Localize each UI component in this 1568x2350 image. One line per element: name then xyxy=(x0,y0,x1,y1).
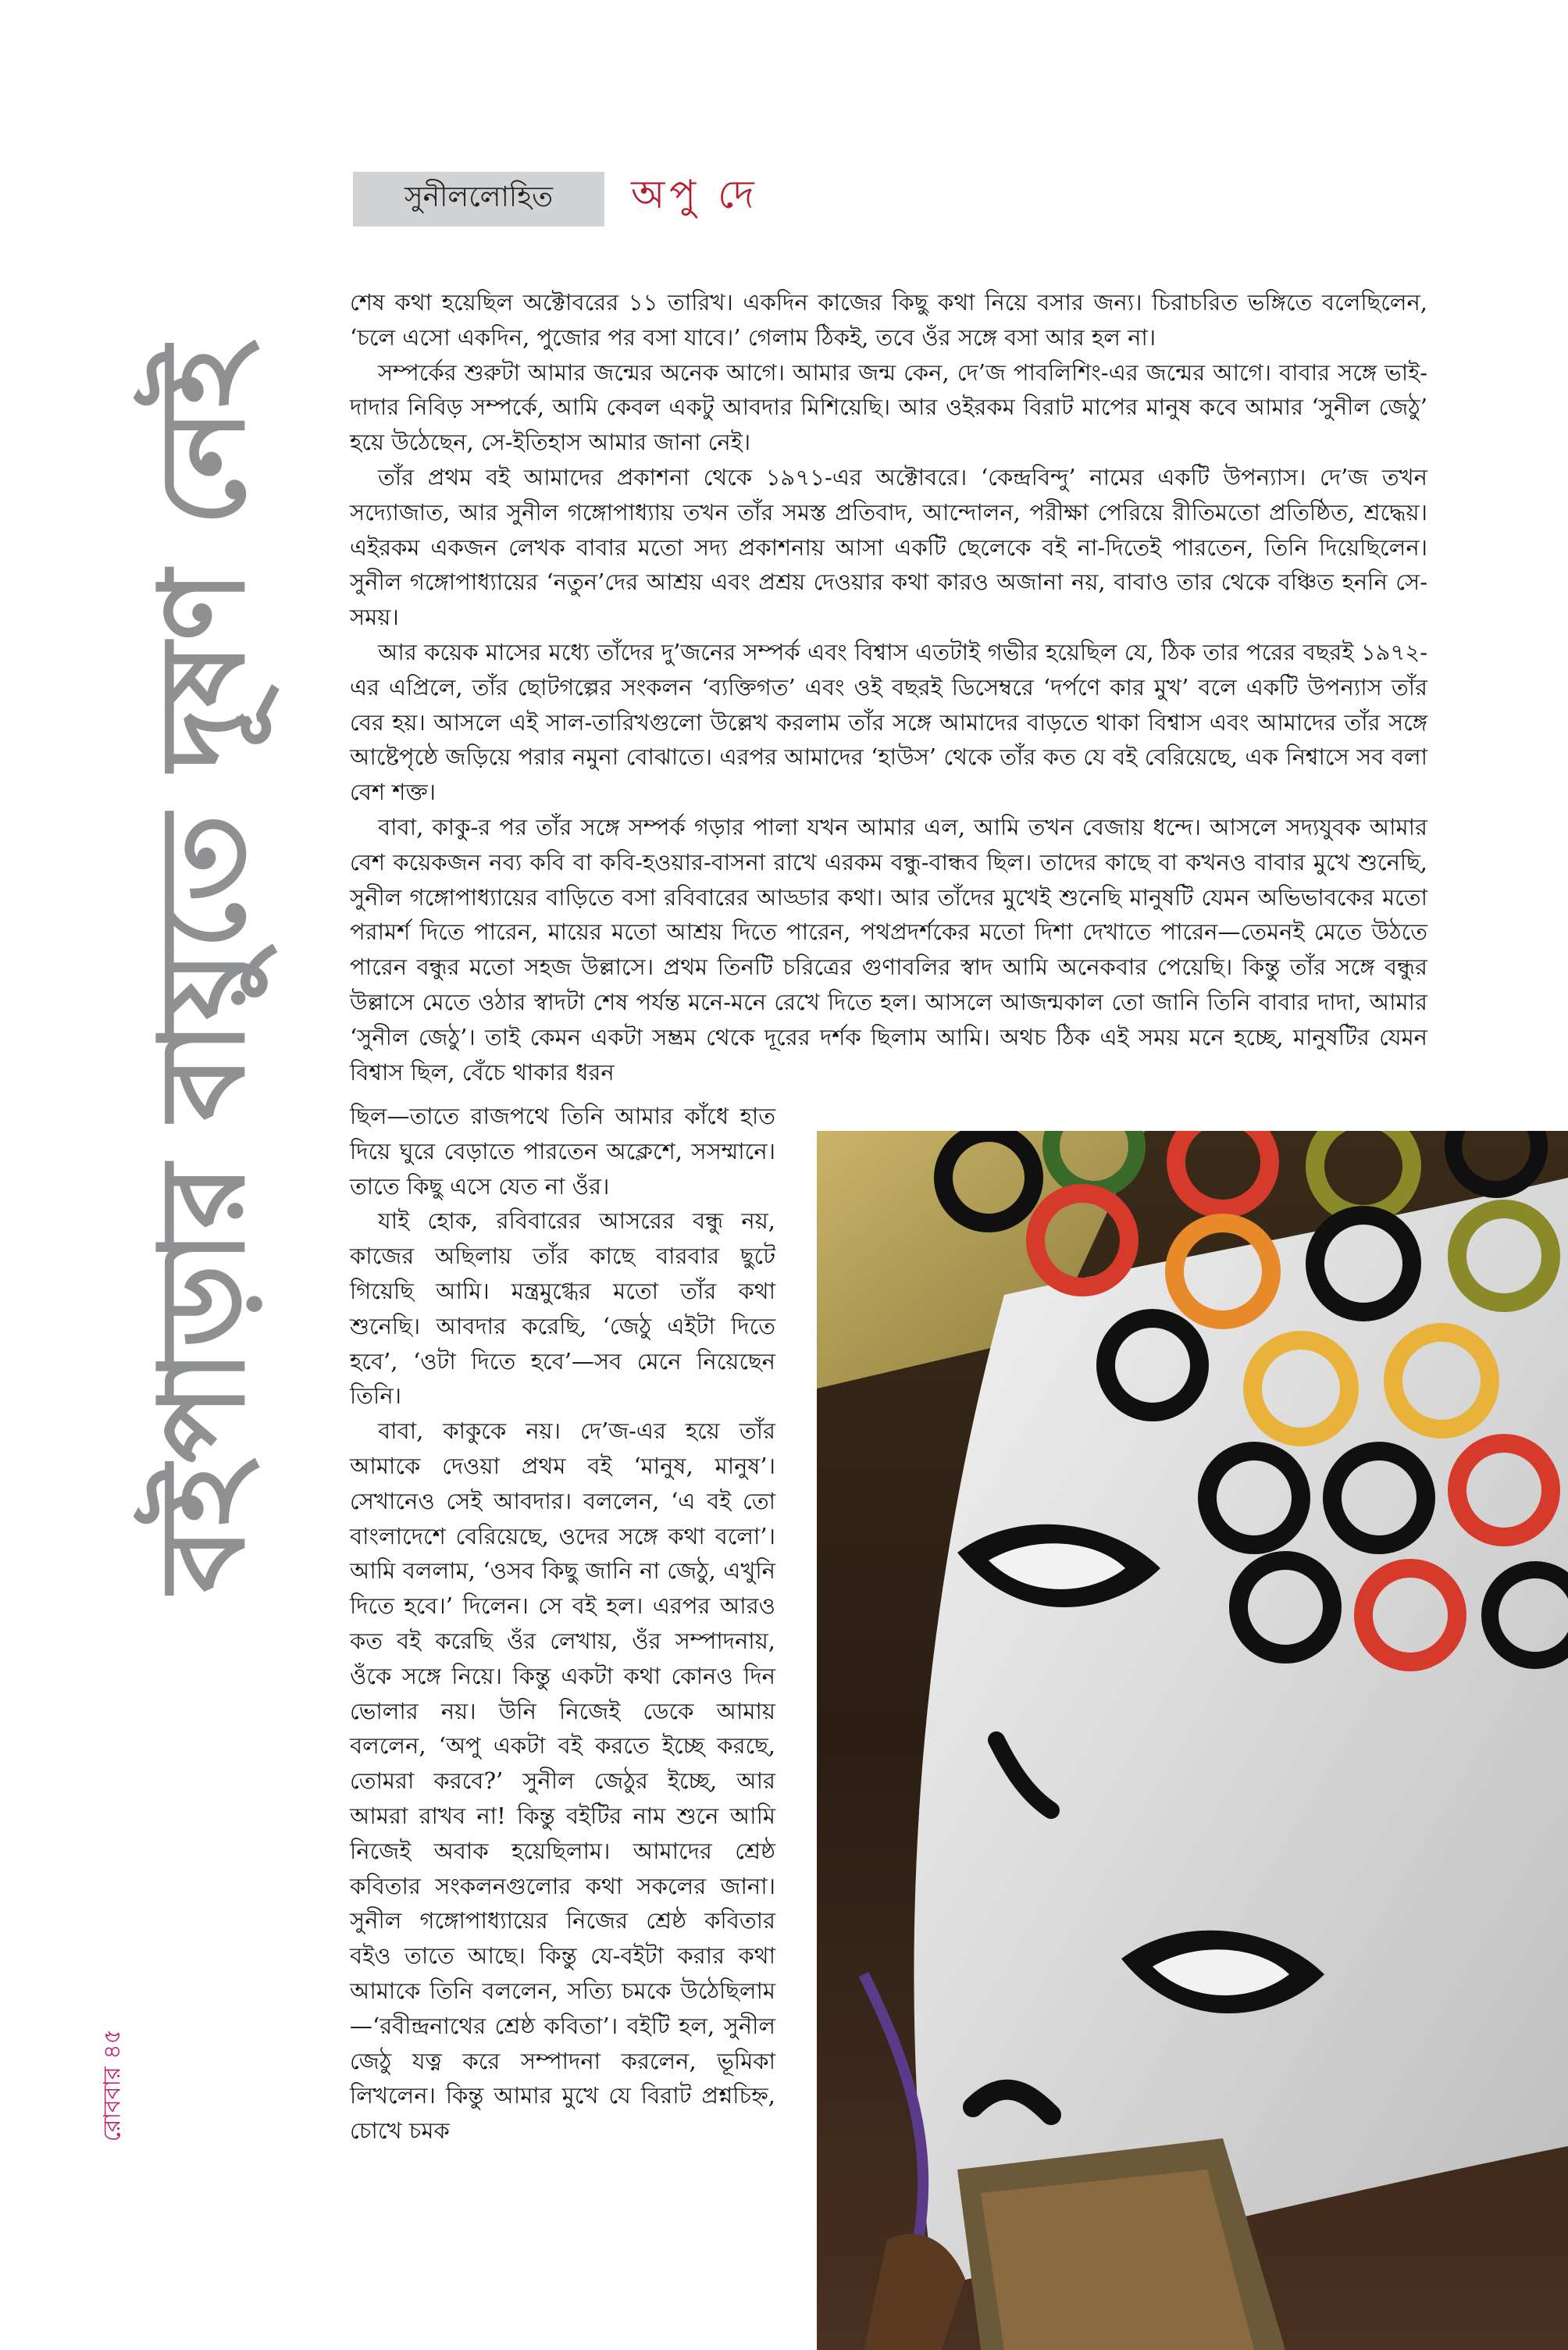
body-paragraph: যাই হোক, রবিবারের আসরের বন্ধু নয়, কাজের অছিলায় তাঁর কাছে বারবার ছুটে গিয়েছি আমি। মন্ত্রমুগ্ধের মতো তাঁর কথা শুনেছি। আবদার করেছি, ‘জেঠু এইটা দিতে হবে’, ‘ওটা দিতে হবে’—সব মেনে নিয়েছেন তিনি। xyxy=(350,1207,775,1410)
durga-face-artwork xyxy=(817,1131,1568,2350)
article-title-text: বইপাড়ার বায়ুতে দূষণ নেই xyxy=(135,344,271,1592)
author-name: অপু দে xyxy=(631,172,759,217)
page-folio-text: রোববার ৪৫ xyxy=(98,2028,127,2142)
body-paragraph: বাবা, কাকুকে নয়। দে’জ-এর হয়ে তাঁর আমাকে দেওয়া প্রথম বই ‘মানুষ, মানুষ’। সেখানেও সেই আবদার। বললেন, ‘এ বই তো বাংলাদেশে বেরিয়েছে, ওদের সঙ্গে কথা বলো’। আমি বললাম, ‘ওসব কিছু জানি না জেঠু, এখুনি দিতে হবে।’ দিলেন। সে বই হল। এরপর আরও কত বই করেছি ওঁর লেখায়, ওঁর সম্পাদনায়, ওঁকে সঙ্গে নিয়ে। কিন্তু একটা কথা কোনও দিন ভোলার নয়। উনি নিজেই ডেকে আমায় বললেন, ‘অপু একটা বই করতে ইচ্ছে করছে, তোমরা করবে?’ সুনীল জেঠুর ইচ্ছে, আর আমরা রাখব না! কিন্তু বইটির নাম শুনে আমি নিজেই অবাক হয়েছিলাম। আমাদের শ্রেষ্ঠ কবিতার সংকলনগুলোর কথা সকলের জানা। সুনীল গঙ্গোপাধ্যায়ের নিজের শ্রেষ্ঠ কবিতার বইও তাতে আছে। কিন্তু যে-বইটা করার কথা আমাকে তিনি বললেন, সত্যি চমকে উঠেছিলাম—‘রবীন্দ্রনাথের শ্রেষ্ঠ কবিতা’। বইটি হল, সুনীল জেঠু যত্ন করে সম্পাদনা করলেন, ভূমিকা লিখলেন। কিন্তু আমার মুখে যে বিরাট প্রশ্নচিহ্ন, চোখে চমক xyxy=(350,1417,775,2145)
rubric-text: সুনীললোহিত xyxy=(404,181,554,213)
body-paragraph: শেষ কথা হয়েছিল অক্টোবরের ১১ তারিখ। একদিন কাজের কিছু কথা নিয়ে বসার জন্য। চিরাচরিত ভঙ্গিতে বলেছিলেন, ‘চলে এসো একদিন, পুজোর পর বসা যাবে।’ গেলাম ঠিকই, তবে ওঁর সঙ্গে বসা আর হল না। xyxy=(350,289,1427,351)
body-paragraph-continuation: ছিল—তাতে রাজপথে তিনি আমার কাঁধে হাত দিয়ে ঘুরে বেড়াতে পারতেন অক্লেশে, সসম্মানে। তাতে কিছু এসে যেত না ওঁর। xyxy=(350,1103,775,1200)
article-body-column xyxy=(350,1099,775,2149)
body-paragraph: আর কয়েক মাসের মধ্যে তাঁদের দু’জনের সম্পর্ক এবং বিশ্বাস এতটাই গভীর হয়েছিল যে, ঠিক তার পরের বছরই ১৯৭২-এর এপ্রিলে, তাঁর ছোটগল্পের সংকলন ‘ব্যক্তিগত’ এবং ওই বছরই ডিসেম্বরে ‘দর্পণে কার মুখ’ বলে একটি উপন্যাস তাঁর বের হয়। আসলে এই সাল-তারিখগুলো উল্লেখ করলাম তাঁর সঙ্গে আমাদের বাড়তে থাকা বিশ্বাস এবং আমাদের তাঁর সঙ্গে আষ্টেপৃষ্ঠে জড়িয়ে পরার নমুনা বোঝাতে। এরপর আমাদের ‘হাউস’ থেকে তাঁর কত যে বই বেরিয়েছে, এক নিশ্বাসে সব বলা বেশ শক্ত। xyxy=(350,638,1427,806)
body-paragraph: তাঁর প্রথম বই আমাদের প্রকাশনা থেকে ১৯৭১-এর অক্টোবরে। ‘কেন্দ্রবিন্দু’ নামের একটি উপন্যাস। দে’জ তখন সদ্যোজাত, আর সুনীল গঙ্গোপাধ্যায় তখন তাঁর সমস্ত প্রতিবাদ, আন্দোলন, পরীক্ষা পেরিয়ে রীতিমতো প্রতিষ্ঠিত, শ্রদ্ধেয়। এইরকম একজন লেখক বাবার মতো সদ্য প্রকাশনায় আসা একটি ছেলেকে বই না-দিতেই পারতেন, তিনি দিয়েছিলেন। সুনীল গঙ্গোপাধ্যায়ের ‘নতুন’দের আশ্রয় এবং প্রশ্রয় দেওয়ার কথা কারও অজানা নয়, বাবাও তার থেকে বঞ্চিত হননি সে-সময়। xyxy=(350,463,1427,631)
body-paragraph: বাবা, কাকু-র পর তাঁর সঙ্গে সম্পর্ক গড়ার পালা যখন আমার এল, আমি তখন বেজায় ধন্দে। আসলে সদ্যযুবক আমার বেশ কয়েকজন নব্য কবি বা কবি-হওয়ার-বাসনা রাখে এরকম বন্ধু-বান্ধব ছিল। তাদের কাছে বা কখনও বাবার মুখে শুনেছি, সুনীল গঙ্গোপাধ্যায়ের বাড়িতে বসা রবিবারের আড্ডার কথা। আর তাঁদের মুখেই শুনেছি মানুষটি যেমন অভিভাবকের মতো পরামর্শ দিতে পারেন, মায়ের মতো আশ্রয় দিতে পারেন, পথপ্রদর্শকের মতো দিশা দেখাতে পারেন—তেমনই মেতে উঠতে পারেন বন্ধুর মতো সহজ উল্লাসে। প্রথম তিনটি চরিত্রের গুণাবলির স্বাদ আমি অনেকবার পেয়েছি। কিন্তু তাঁর সঙ্গে বন্ধুর উল্লাসে মেতে ওঠার স্বাদটা শেষ পর্যন্ত মনে-মনে রেখে দিতে হল। আসলে আজন্মকাল তো জানি তিনি বাবার দাদা, আমার ‘সুনীল জেঠু’। তাই কেমন একটা সম্ভ্রম থেকে দূরের দর্শক ছিলাম আমি। অথচ ঠিক এই সময় মনে হচ্ছে, মানুষটির যেমন বিশ্বাস ছিল, বেঁচে থাকার ধরন xyxy=(350,813,1427,1086)
body-paragraph: সম্পর্কের শুরুটা আমার জন্মের অনেক আগে। আমার জন্ম কেন, দে’জ পাবলিশিং-এর জন্মের আগে। বাবার সঙ্গে ভাই-দাদার নিবিড় সম্পর্কে, আমি কেবল একটু আবদার মিশিয়েছি। আর ওইরকম বিরাট মাপের মানুষ কবে আমার ‘সুনীল জেঠু’ হয়ে উঠেছেন, সে-ইতিহাস আমার জানা নেই। xyxy=(350,358,1427,456)
article-body-top xyxy=(350,285,1427,1089)
durga-face-artwork-icon xyxy=(817,1131,1568,2350)
rubric-label xyxy=(353,172,604,226)
